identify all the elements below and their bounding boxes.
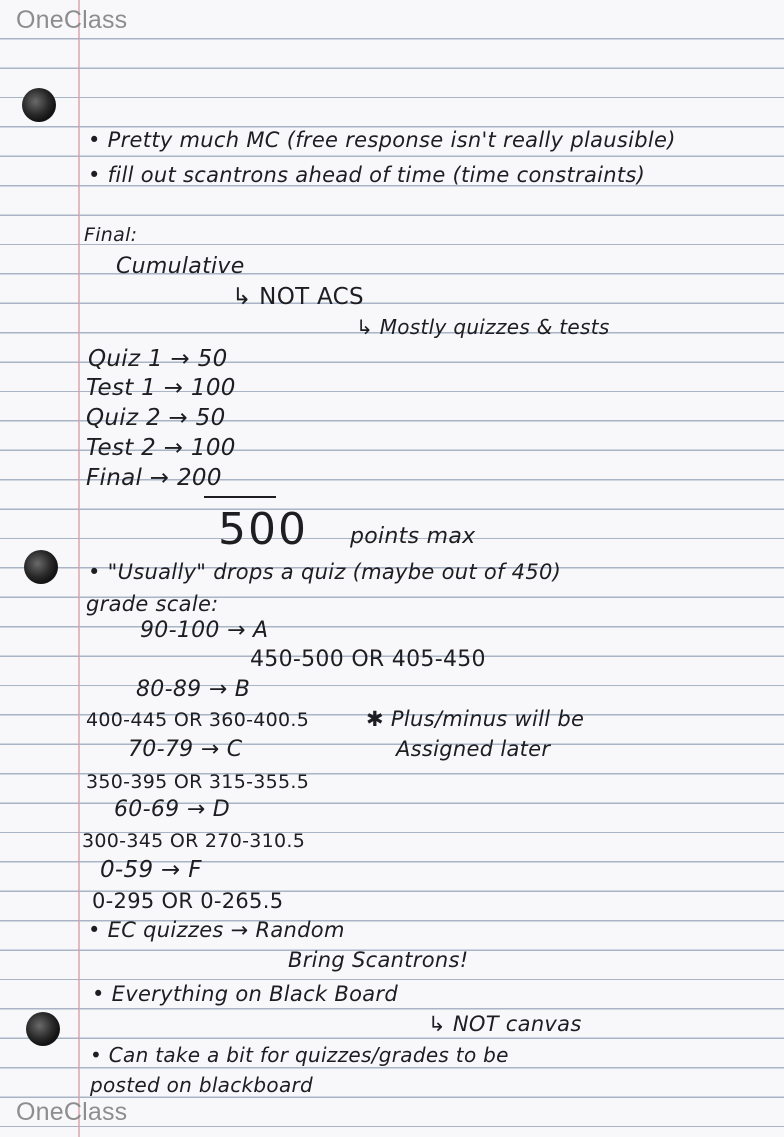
- sum-underline: [204, 496, 276, 498]
- grade-b: 80-89 → B: [136, 677, 251, 702]
- note-posted: posted on blackboard: [90, 1073, 314, 1097]
- note-drops-quiz: • "Usually" drops a quiz (maybe out of 450): [88, 560, 562, 584]
- grade-a: 90-100 → A: [140, 618, 269, 643]
- points-test-1: Test 1 → 100: [86, 375, 236, 401]
- binder-hole-bottom: [26, 1012, 60, 1046]
- binder-hole-middle: [24, 550, 58, 584]
- grade-b-range: 400-445 OR 360-400.5: [86, 709, 310, 731]
- grade-f: 0-59 → F: [100, 857, 202, 883]
- note-not-acs: ↳ NOT ACS: [232, 284, 364, 310]
- oneclass-logo-bottom: OneClass: [16, 1098, 128, 1126]
- points-final: Final → 200: [86, 465, 222, 491]
- note-cumulative: Cumulative: [116, 254, 245, 279]
- note-take-a-bit: • Can take a bit for quizzes/grades to be: [90, 1043, 509, 1067]
- grade-d: 60-69 → D: [114, 797, 230, 822]
- grade-a-range: 450-500 OR 405-450: [250, 647, 486, 672]
- note-assigned-later: Assigned later: [396, 737, 551, 761]
- note-blackboard: • Everything on Black Board: [92, 982, 398, 1006]
- points-quiz-1: Quiz 1 → 50: [88, 346, 228, 372]
- grade-c: 70-79 → C: [128, 737, 243, 762]
- grade-f-range: 0-295 OR 0-265.5: [92, 889, 284, 913]
- points-quiz-2: Quiz 2 → 50: [86, 405, 226, 431]
- oneclass-logo-top: OneClass: [16, 6, 128, 34]
- note-bullet-mc: • Pretty much MC (free response isn't really plausible): [88, 128, 676, 152]
- total-points-label: points max: [350, 524, 476, 549]
- note-plus-minus: ✱ Plus/minus will be: [366, 707, 585, 731]
- note-bring-scantrons: Bring Scantrons!: [288, 948, 469, 972]
- grade-d-range: 300-345 OR 270-310.5: [82, 830, 306, 852]
- binder-hole-top: [22, 88, 56, 122]
- grade-c-range: 350-395 OR 315-355.5: [86, 771, 310, 793]
- total-points-number: 500: [218, 504, 308, 555]
- note-bullet-scantrons: • fill out scantrons ahead of time (time constraints): [88, 163, 646, 187]
- points-test-2: Test 2 → 100: [86, 435, 236, 461]
- note-ec-quizzes: • EC quizzes → Random: [88, 918, 345, 942]
- grade-scale-label: grade scale:: [86, 592, 219, 616]
- note-final-label: Final:: [84, 224, 138, 246]
- note-not-canvas: ↳ NOT canvas: [428, 1012, 582, 1036]
- margin-line: [78, 0, 80, 1137]
- note-mostly-quizzes: ↳ Mostly quizzes & tests: [356, 315, 610, 339]
